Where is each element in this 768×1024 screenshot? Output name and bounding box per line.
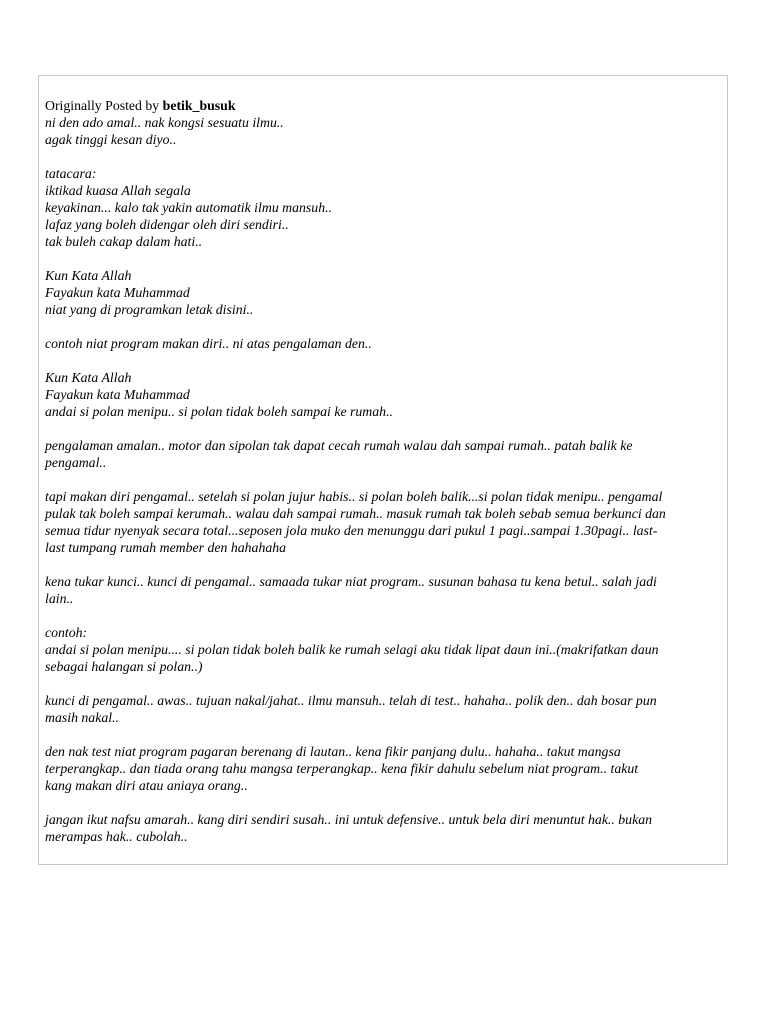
quote-paragraph [45,437,721,471]
quote-line: sebagai halangan si polan..) [45,659,203,674]
quote-line: niat yang di programkan letak disini.. [45,302,254,317]
quote-line: last tumpang rumah member den hahahaha [45,540,287,555]
quote-line: masih nakal.. [45,710,119,725]
quote-line: keyakinan... kalo tak yakin automatik ilmu mansuh.. [45,200,332,215]
quote-paragraph [45,165,721,250]
quote-paragraph [45,692,721,726]
quote-line: pengamal.. [45,455,107,470]
quote-paragraph [45,488,721,556]
quote-author[interactable]: betik_busuk [162,98,236,113]
quote-line: iktikad kuasa Allah segala [45,183,191,198]
quote-paragraph [45,335,721,352]
quote-line: lain.. [45,591,74,606]
quote-line: Fayakun kata Muhammad [45,387,190,402]
quote-line: ni den ado amal.. nak kongsi sesuatu ilmu.. [45,115,284,130]
quote-line: contoh: [45,625,88,640]
quote-line: pulak tak boleh sampai kerumah.. walau dah sampai rumah.. masuk rumah tak boleh sebab semua berkunci dan [45,506,666,521]
quote-line: kena tukar kunci.. kunci di pengamal.. samaada tukar niat program.. susunan bahasa tu kena betul.. salah jadi [45,574,657,589]
quote-line: terperangkap.. dan tiada orang tahu mangsa terperangkap.. kena fikir dahulu sebelum niat program.. takut [45,761,639,776]
quote-box [38,75,728,865]
quote-paragraph [45,369,721,420]
quote-paragraph [45,114,721,148]
quote-line: agak tinggi kesan diyo.. [45,132,177,147]
quote-line: tak buleh cakap dalam hati.. [45,234,203,249]
quote-line: tatacara: [45,166,97,181]
quote-line: lafaz yang boleh didengar oleh diri sendiri.. [45,217,289,232]
quote-line: Kun Kata Allah [45,268,132,283]
quote-body [45,114,721,845]
quote-line: merampas hak.. cubolah.. [45,829,188,844]
quote-line: kunci di pengamal.. awas.. tujuan nakal/jahat.. ilmu mansuh.. telah di test.. hahaha.. polik den.. dah bosar pun [45,693,657,708]
quote-line: contoh niat program makan diri.. ni atas pengalaman den.. [45,336,372,351]
quote-line: andai si polan menipu.. si polan tidak boleh sampai ke rumah.. [45,404,393,419]
quote-line: kang makan diri atau aniaya orang.. [45,778,248,793]
quote-line: semua tidur nyenyak secara total...seposen jola muko den menunggu dari pukul 1 pagi..sampai 1.30pagi.. last- [45,523,658,538]
quote-line: andai si polan menipu.... si polan tidak boleh balik ke rumah selagi aku tidak lipat daun ini..(makrifatkan daun [45,642,659,657]
quote-line: Fayakun kata Muhammad [45,285,190,300]
quote-line: jangan ikut nafsu amarah.. kang diri sendiri susah.. ini untuk defensive.. untuk bela diri menuntut hak.. bukan [45,812,653,827]
quote-paragraph [45,267,721,318]
quote-paragraph [45,743,721,794]
quote-paragraph [45,573,721,607]
quote-paragraph [45,624,721,675]
quote-prefix: Originally Posted by [45,98,160,113]
quote-line: Kun Kata Allah [45,370,132,385]
quote-line: den nak test niat program pagaran berenang di lautan.. kena fikir panjang dulu.. hahaha.. takut mangsa [45,744,621,759]
quote-header [45,97,721,114]
quote-content [45,97,721,862]
quote-line: tapi makan diri pengamal.. setelah si polan jujur habis.. si polan boleh balik...si polan tidak menipu.. pengamal [45,489,663,504]
quote-paragraph [45,811,721,845]
quote-line: pengalaman amalan.. motor dan sipolan tak dapat cecah rumah walau dah sampai rumah.. patah balik ke [45,438,633,453]
